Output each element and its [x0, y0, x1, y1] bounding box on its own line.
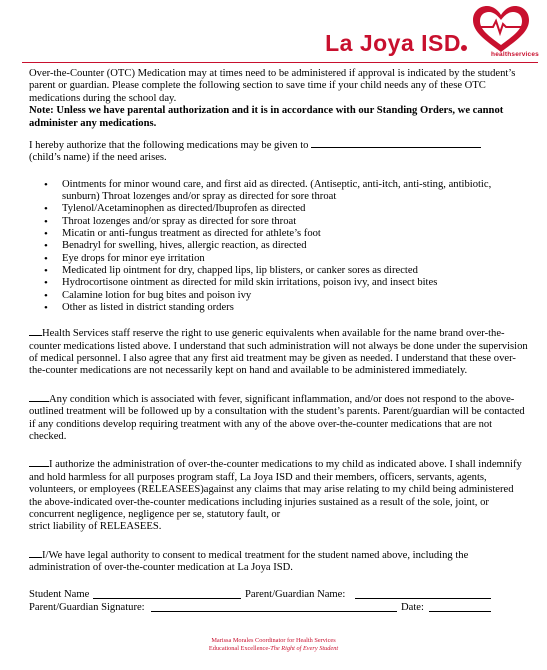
- list-item: • Eye drops for minor eye irritation: [44, 253, 529, 265]
- signature-row-1: [29, 589, 529, 602]
- list-item: • Hydrocortisone ointment as directed for mild skin irritations, poison ivy, and insect bites: [44, 277, 529, 289]
- medication-list: [29, 179, 529, 314]
- student-name-label: Student Name: [29, 588, 90, 600]
- parent-signature-label: Parent/Guardian Signature:: [29, 601, 145, 613]
- footer-motto-plain: Educational Excellence-: [208, 645, 271, 652]
- parent-signature-field[interactable]: [151, 611, 397, 612]
- list-item: • Micatin or anti-fungus treatment as directed for athlete’s foot: [44, 228, 529, 240]
- list-item: • Tylenol/Acetaminophen as directed/Ibuprofen as directed: [44, 203, 529, 215]
- district-name: La Joya ISD: [325, 30, 461, 56]
- header-rule: [22, 62, 538, 63]
- initial-field-authority[interactable]: [29, 557, 42, 558]
- note-paragraph: Note: Unless we have parental authorization and it is in accordance with our Standing Orders, we cannot administer any medications.: [29, 105, 504, 129]
- release-text: I authorize the administration of over-the-counter medications to my child as indicated above. I shall indemnify and hold harmless for all purposes program staff, La Joya ISD and their members, officers, servants, agents, volunteers, or employees (RELEASEES)against any claims that may arise relating to my child being administered the above-indicated over-the-counter medications including injuries sustained as a result of the sole, joint, or concurrent negligence, negligence per se, statutory fault, or: [29, 459, 522, 520]
- intro-paragraph: Over-the-Counter (OTC) Medication may at times need to be administered if approval is indicated by the student’s parent or guardian. Please complete the following section to save time if your child needs any of these OTC medications during the school day.: [29, 68, 516, 104]
- footer-coordinator: Marissa Morales Coordinator for Health Services: [211, 637, 336, 644]
- list-item: • Other as listed in district standing orders: [44, 302, 529, 314]
- list-item: • Throat lozenges and/or spray as directed for sore throat: [44, 216, 529, 228]
- authorization-statement: [29, 140, 529, 165]
- initial-field-generic[interactable]: [29, 335, 42, 336]
- list-item: • Calamine lotion for bug bites and poison ivy: [44, 290, 529, 302]
- parent-name-field[interactable]: [355, 598, 491, 599]
- list-item: • Ointments for minor wound care, and first aid as directed. (Antiseptic, anti-itch, anti-sting, antibiotic, sunburn) Throat lozenges and/or spray as directed for sore throat: [44, 179, 529, 204]
- release-end-text: strict liability of RELEASEES.: [29, 521, 162, 533]
- condition-paragraph: [29, 394, 529, 444]
- logo-subtitle: healthservices: [491, 51, 539, 58]
- initial-field-condition[interactable]: [29, 401, 49, 402]
- parent-name-label: Parent/Guardian Name:: [245, 588, 346, 600]
- list-item: • Benadryl for swelling, hives, allergic reaction, as directed: [44, 240, 529, 252]
- authority-paragraph: [29, 550, 529, 575]
- form-body: [29, 68, 529, 615]
- date-field[interactable]: [429, 611, 491, 612]
- authority-text: I/We have legal authority to consent to medical treatment for the student named above, including the administration of over-the-counter medication at La Joya ISD.: [29, 549, 469, 574]
- footer-motto: [0, 645, 547, 653]
- child-name-field[interactable]: [311, 147, 481, 148]
- authorization-line-2: (child’s name) if the need arises.: [29, 152, 167, 164]
- generic-equivalents-text: Health Services staff reserve the right to use generic equivalents when available for the name brand over-the-counter medications listed above. I understand that such administration will not always be done under the supervision of medical personnel. I also agree that any first aid treatment may be given as needed. I understand that these over-the-counter medications are not necessarily kept on hand and available to be administered immediately.: [29, 328, 528, 377]
- footer-motto-italic: The Right of Every Student: [270, 645, 339, 652]
- release-paragraph: [29, 459, 529, 533]
- letterhead: [0, 0, 547, 62]
- footer: [0, 637, 547, 653]
- student-name-field[interactable]: [93, 598, 241, 599]
- authorization-line-1: I hereby authorize that the following medications may be given to: [29, 140, 309, 152]
- list-item: • Medicated lip ointment for dry, chapped lips, lip blisters, or canker sores as directed: [44, 265, 529, 277]
- signature-row-2: [29, 602, 529, 615]
- initial-field-release[interactable]: [29, 466, 49, 467]
- generic-equivalents-paragraph: [29, 328, 529, 378]
- condition-text: Any condition which is associated with fever, significant inflammation, and/or does not respond to the above-outlined treatment will be followed up by a consultation with the student’s parents. Parent/guardian will be contacted if any conditions develop requiring treatment with any of the above over-the-counter medications that are not checked.: [29, 393, 525, 442]
- date-label: Date:: [401, 601, 424, 613]
